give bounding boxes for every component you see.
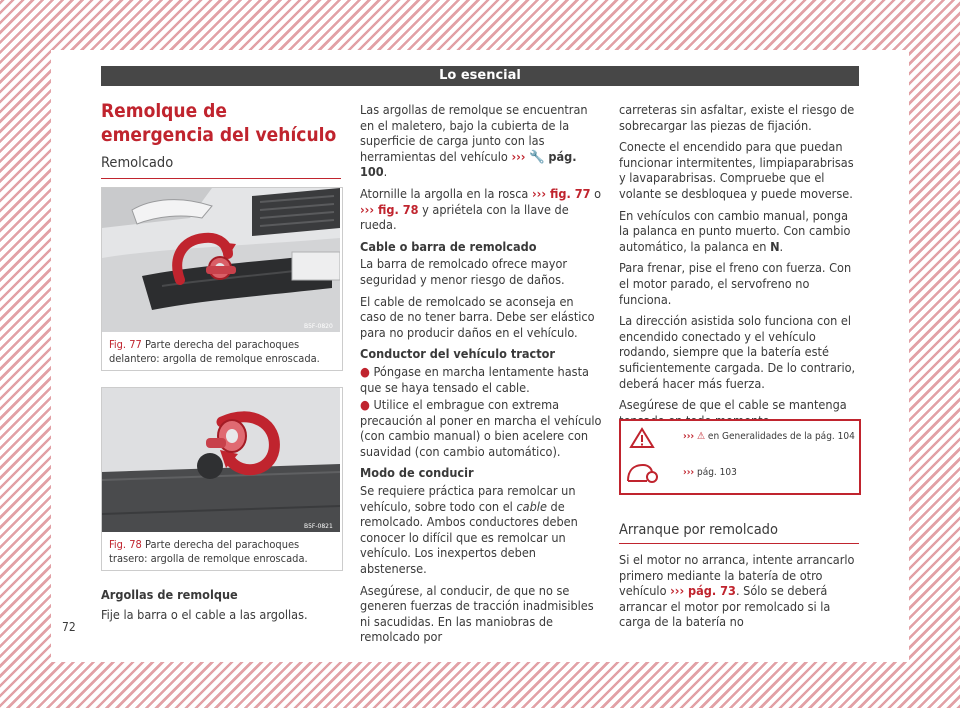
cable-paragraph-1: La barra de remolcado ofrece mayor seguridad y menor riesgo de daños. — [360, 256, 568, 287]
bumper-rear-illustration — [102, 388, 340, 532]
conductor-heading: Conductor del vehículo tractor — [360, 346, 555, 362]
vehicle-damage-icon — [625, 459, 661, 487]
bullet-icon: ● — [360, 397, 370, 413]
section-title: Remolque de emergencia del vehículo — [101, 100, 337, 146]
cable-paragraph-2: El cable de remolcado se aconseja en caso de no tener barra. Debe ser elástico para no producir daños en el vehículo. — [360, 293, 595, 340]
bullet-item-1: ● Póngase en marcha lentamente hasta que se haya tensado el cable. — [360, 363, 589, 395]
cable-heading: Cable o barra de remolcado — [360, 238, 537, 254]
col3-paragraph-5: La dirección asistida solo funciona con el encendido conectado y el vehículo rodando, siempre que la batería esté suficientemente cargada. De lo contrario, deberá hacer más fuerza. — [619, 313, 856, 391]
page-ref-100[interactable]: pág. 100 — [360, 148, 577, 180]
figure-77-code: B5F-0820 — [304, 323, 333, 330]
column-3 — [619, 102, 859, 434]
warning-box — [619, 419, 861, 495]
bullet-icon: ● — [360, 363, 370, 379]
tools-icon: 🔧 — [529, 148, 545, 164]
warning-line-1 — [683, 431, 855, 442]
figure-77-image — [102, 188, 340, 332]
link-fig-78[interactable]: ››› fig. 78 — [360, 201, 419, 217]
link-page-73[interactable]: ››› pág. 73 — [670, 583, 736, 599]
subsection-title: Remolcado — [101, 155, 174, 171]
figure-78-image — [102, 388, 340, 532]
modo-paragraph-2: Asegúrese, al conducir, de que no se generen fuerzas de tracción inadmisibles ni sacudidas. En las maniobras de remolcado por — [360, 582, 594, 645]
figure-77-caption — [102, 332, 342, 370]
figure-77-label: Fig. 77 — [109, 338, 142, 351]
link-fig-77[interactable]: ››› fig. 77 — [532, 185, 591, 201]
arranque-paragraph: Si el motor no arranca, intente arrancarlo primero mediante la batería de otro vehículo ››› pág. 73. Sólo se deberá arrancar el motor por remolcado si la carga de la batería no — [619, 552, 855, 630]
bullet-item-2: ● Utilice el embrague con extrema precaución al poner en marcha el vehículo (con cambio manual) o bien acelere con suavidad (con cambio automático). — [360, 397, 602, 459]
figure-78-caption — [102, 532, 342, 570]
col3-paragraph-6: Asegúrese de que el cable se mantenga — [619, 397, 847, 413]
argollas-text: Fije la barra o el cable a las argollas. — [101, 606, 308, 622]
figure-77 — [101, 187, 343, 371]
warning-triangle-icon — [629, 427, 655, 449]
section-2-title: Arranque por remolcado — [619, 522, 778, 538]
col3-paragraph-4: Para frenar, pise el freno con fuerza. Con el motor parado, el servofreno no funciona. — [619, 260, 852, 307]
page-header: Lo esencial — [101, 66, 859, 86]
col3-paragraph-3: En vehículos con cambio manual, ponga la palanca en punto muerto. Con cambio automático, la palanca en N. — [619, 207, 851, 254]
bumper-front-illustration — [102, 188, 340, 332]
figure-77-caption-text: Parte derecha del parachoques delantero: argolla de remolque enroscada. — [109, 338, 320, 365]
modo-heading: Modo de conducir — [360, 465, 474, 481]
figure-78-code: B5F-0821 — [304, 523, 333, 530]
modo-paragraph-1: Se requiere práctica para remolcar un vehículo, sobre todo con el cable de remolcado. Ambos conductores deben conocer lo difícil que es remolcar un vehículo. Los inexpertos deben abstenerse. — [360, 483, 578, 577]
page-number: 72 — [62, 620, 76, 634]
warning-ref-104[interactable]: en Generalidades de la pág. 104 — [707, 431, 855, 442]
atornille-paragraph: Atornille la argolla en la rosca ››› fig. 77 o ››› fig. 78 y apriétela con la llave de rueda. — [360, 185, 602, 233]
crossref-arrow[interactable]: ››› — [511, 148, 526, 164]
figure-78-caption-text: Parte derecha del parachoques trasero: argolla de remolque enroscada. — [109, 538, 308, 565]
argollas-heading: Argollas de remolque — [101, 587, 238, 602]
crossref-arrow[interactable]: ››› — [683, 467, 695, 478]
column-2 — [360, 102, 602, 651]
col3-paragraph-2: Conecte el encendido para que puedan funcionar intermitentes, limpiaparabrisas y lavaparabrisas. Compruebe que el volante se desbloquea y puede moverse. — [619, 139, 854, 201]
warning-small-icon: ⚠ — [696, 431, 706, 442]
crossref-arrow[interactable]: ››› — [683, 431, 695, 442]
argollas-block — [101, 587, 341, 628]
section-2-rule — [619, 543, 859, 544]
arranque-block — [619, 552, 859, 636]
argollas-location-paragraph: Las argollas de remolque se encuentran en el maletero, bajo la cubierta de la superficie de carga junto con las herramientas del vehículo ››› 🔧 pág. 100. — [360, 102, 588, 180]
warning-ref-103[interactable]: pág. 103 — [696, 467, 737, 478]
col3-paragraph-1: carreteras sin asfaltar, existe el riesgo de sobrecargar las piezas de fijación. — [619, 102, 855, 133]
figure-78-label: Fig. 78 — [109, 538, 142, 551]
warning-line-2 — [683, 467, 737, 478]
figure-78 — [101, 387, 343, 571]
subtitle-rule — [101, 178, 341, 179]
